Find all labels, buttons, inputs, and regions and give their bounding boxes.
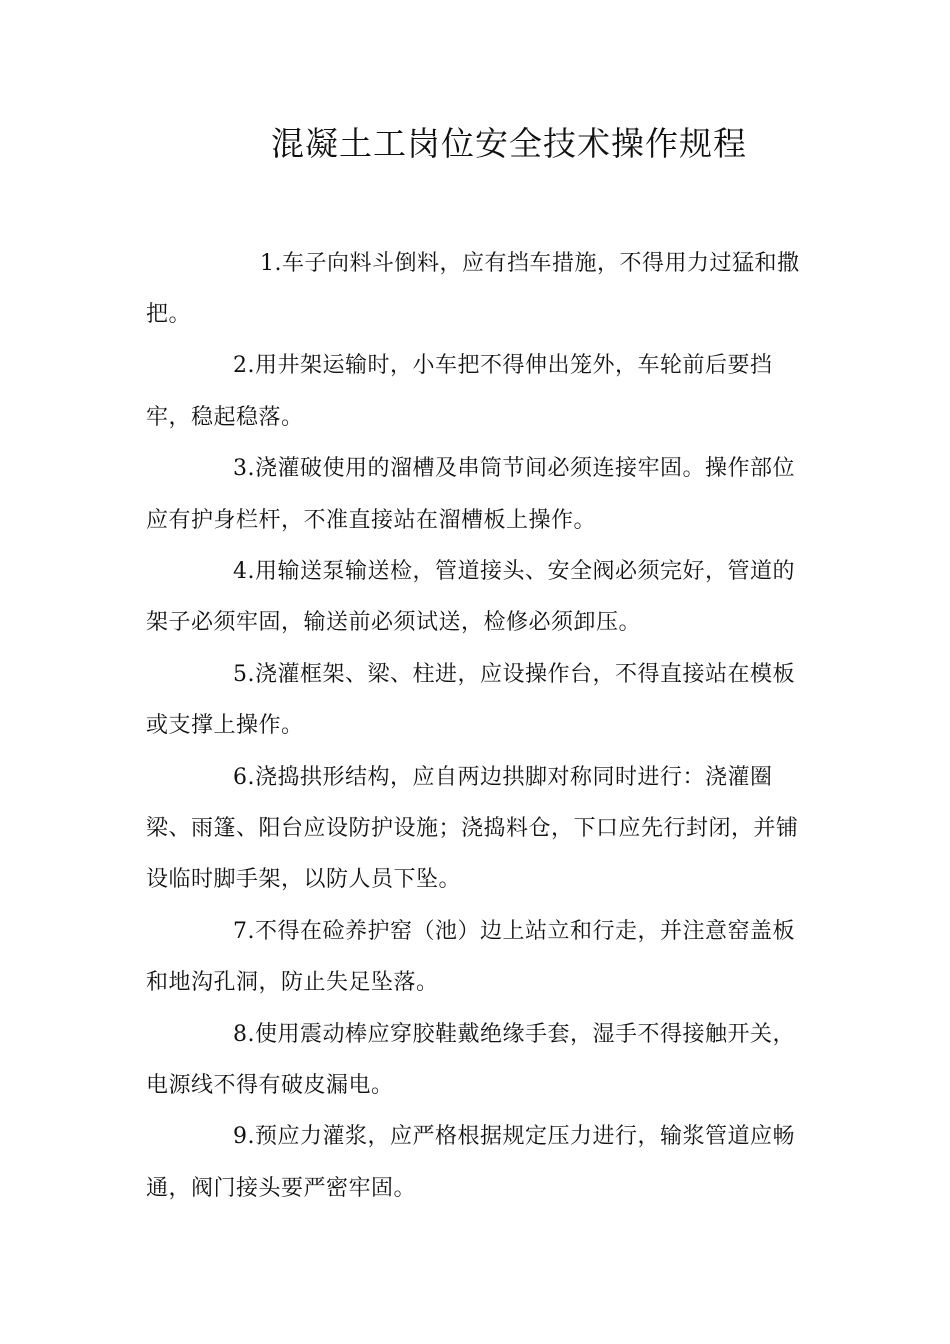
paragraph-6-line-1: 6.浇捣拱形结构，应自两边拱脚对称同时进行：浇灌圈 bbox=[233, 765, 773, 790]
paragraph-1-line-1: 1.车子向料斗倒料，应有挡车措施，不得用力过猛和撒 bbox=[260, 251, 800, 276]
paragraph-7-line-1: 7.不得在硷养护窑（池）边上站立和行走，并注意窑盖板 bbox=[233, 919, 795, 944]
paragraph-6-line-3: 设临时脚手架，以防人员下坠。 bbox=[146, 867, 462, 892]
paragraph-6-line-2: 梁、雨篷、阳台应设防护设施；浇捣料仓，下口应先行封闭，并铺 bbox=[146, 816, 799, 841]
paragraph-2-line-2: 牢，稳起稳落。 bbox=[146, 405, 304, 430]
paragraph-5-line-1: 5.浇灌框架、梁、柱进，应设操作台，不得直接站在模板 bbox=[233, 662, 795, 687]
paragraph-9-line-2: 通，阀门接头要严密牢固。 bbox=[146, 1176, 417, 1201]
paragraph-9-line-1: 9.预应力灌浆，应严格根据规定压力进行，输浆管道应畅 bbox=[233, 1124, 795, 1149]
document-title: 混凝土工岗位安全技术操作规程 bbox=[271, 124, 747, 163]
paragraph-2-line-1: 2.用井架运输时，小车把不得伸出笼外，车轮前后要挡 bbox=[233, 353, 773, 378]
paragraph-8-line-1: 8.使用震动棒应穿胶鞋戴绝缘手套，湿手不得接触开关， bbox=[233, 1022, 795, 1047]
paragraph-5-line-2: 或支撑上操作。 bbox=[146, 713, 304, 738]
paragraph-1-line-2: 把。 bbox=[146, 302, 192, 327]
paragraph-4-line-1: 4.用输送泵输送检，管道接头、安全阀必须完好，管道的 bbox=[233, 559, 795, 584]
paragraph-8-line-2: 电源线不得有破皮漏电。 bbox=[146, 1073, 394, 1098]
paragraph-4-line-2: 架子必须牢固，输送前必须试送，检修必须卸压。 bbox=[146, 610, 642, 635]
paragraph-3-line-2: 应有护身栏杆，不准直接站在溜槽板上操作。 bbox=[146, 508, 597, 533]
paragraph-3-line-1: 3.浇灌破使用的溜槽及串筒节间必须连接牢固。操作部位 bbox=[233, 456, 795, 481]
paragraph-7-line-2: 和地沟孔洞，防止失足坠落。 bbox=[146, 970, 439, 995]
